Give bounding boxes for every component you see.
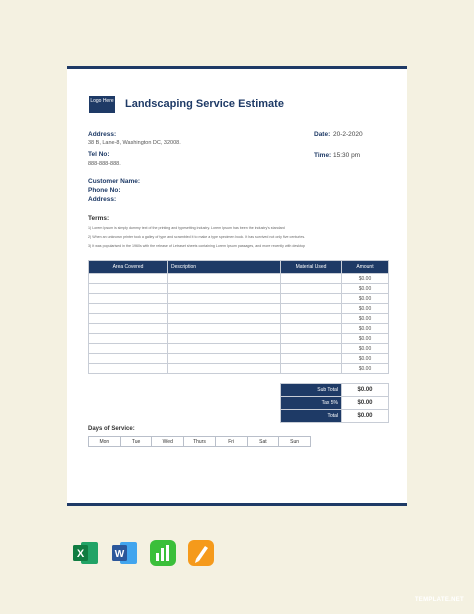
table-cell[interactable]	[281, 284, 342, 294]
table-cell[interactable]	[89, 294, 168, 304]
days-row	[89, 437, 311, 447]
estimate-sheet	[67, 66, 407, 506]
amount-cell[interactable]: $0.00	[342, 284, 389, 294]
pages-icon[interactable]	[187, 539, 215, 567]
table-cell[interactable]	[168, 354, 281, 364]
amount-cell[interactable]: $0.00	[342, 274, 389, 284]
table-row	[89, 304, 389, 314]
table-cell[interactable]	[89, 344, 168, 354]
column-header: Description	[168, 261, 281, 274]
amount-cell[interactable]: $0.00	[342, 334, 389, 344]
items-table	[88, 260, 389, 374]
amount-cell[interactable]: $0.00	[342, 294, 389, 304]
phone-label: Phone No:	[88, 187, 121, 194]
table-cell[interactable]	[168, 284, 281, 294]
table-cell[interactable]	[281, 294, 342, 304]
address-value: 38 B, Lane-8, Washington DC, 32008.	[88, 140, 181, 146]
table-row	[89, 324, 389, 334]
table-row	[89, 314, 389, 324]
time-label: Time:	[314, 152, 332, 159]
table-cell[interactable]	[281, 364, 342, 374]
word-icon[interactable]	[111, 539, 139, 567]
table-cell[interactable]	[168, 274, 281, 284]
time-value: 15:30 pm	[333, 152, 361, 159]
table-cell[interactable]	[89, 274, 168, 284]
column-header: Material Used	[281, 261, 342, 274]
tel-value: 888-888-888.	[88, 161, 121, 167]
tax-row	[281, 397, 389, 410]
subtotal-row	[281, 384, 389, 397]
days-of-service-label: Days of Service:	[88, 426, 135, 432]
table-cell[interactable]	[89, 364, 168, 374]
table-cell[interactable]	[281, 314, 342, 324]
table-cell[interactable]	[168, 314, 281, 324]
amount-cell[interactable]: $0.00	[342, 364, 389, 374]
amount-cell[interactable]: $0.00	[342, 324, 389, 334]
column-header: Amount	[342, 261, 389, 274]
day-cell-fri[interactable]: Fri	[215, 437, 247, 447]
day-cell-mon[interactable]: Mon	[89, 437, 121, 447]
table-cell[interactable]	[168, 334, 281, 344]
day-cell-sat[interactable]: Sat	[247, 437, 279, 447]
total-row	[281, 410, 389, 423]
date-label: Date:	[314, 131, 331, 138]
table-row	[89, 274, 389, 284]
table-cell[interactable]	[281, 344, 342, 354]
days-table	[88, 436, 311, 447]
table-cell[interactable]	[168, 304, 281, 314]
total-label: Total	[281, 410, 342, 423]
day-cell-sun[interactable]: Sun	[279, 437, 311, 447]
terms-label: Terms:	[88, 215, 110, 222]
total-value[interactable]: $0.00	[342, 410, 389, 423]
day-cell-tue[interactable]: Tue	[120, 437, 152, 447]
table-cell[interactable]	[281, 274, 342, 284]
table-header-row	[89, 261, 389, 274]
table-cell[interactable]	[89, 334, 168, 344]
table-cell[interactable]	[89, 284, 168, 294]
subtotal-value[interactable]: $0.00	[342, 384, 389, 397]
table-cell[interactable]	[168, 324, 281, 334]
table-row	[89, 354, 389, 364]
table-cell[interactable]	[168, 294, 281, 304]
table-row	[89, 284, 389, 294]
subtotal-label: Sub Total	[281, 384, 342, 397]
terms-line: 3) It was popularised in the 1960s with the release of Letraset sheets containing Lorem Ipsum passages, and more recently with desktop	[88, 244, 305, 248]
excel-letter: X	[76, 548, 85, 560]
table-row	[89, 334, 389, 344]
table-cell[interactable]	[89, 314, 168, 324]
tel-label: Tel No:	[88, 151, 110, 158]
amount-cell[interactable]: $0.00	[342, 314, 389, 324]
word-letter: W	[114, 549, 125, 560]
date-value: 20-2-2020	[333, 131, 363, 138]
customer-name-label: Customer Name:	[88, 178, 141, 185]
watermark: TEMPLATE.NET	[414, 597, 464, 603]
totals-table	[280, 383, 389, 423]
table-cell[interactable]	[281, 334, 342, 344]
table-cell[interactable]	[168, 344, 281, 354]
table-cell[interactable]	[281, 354, 342, 364]
table-cell[interactable]	[168, 364, 281, 374]
day-cell-wed[interactable]: Wed	[152, 437, 184, 447]
table-cell[interactable]	[89, 304, 168, 314]
terms-line: 1) Lorem Ipsum is simply dummy text of the printing and typesetting industry. Lorem Ipsum has been the industry's standard	[88, 226, 285, 230]
day-cell-thurs[interactable]: Thurs	[184, 437, 216, 447]
table-row	[89, 294, 389, 304]
table-cell[interactable]	[89, 354, 168, 364]
numbers-icon[interactable]	[149, 539, 177, 567]
tax-label: Tax 5%	[281, 397, 342, 410]
column-header: Area Covered	[89, 261, 168, 274]
terms-line: 2) When an unknown printer took a galley of type and scrambled it to make a type specimen book. It has survived not only five centuries.	[88, 235, 306, 239]
amount-cell[interactable]: $0.00	[342, 344, 389, 354]
table-cell[interactable]	[281, 324, 342, 334]
table-cell[interactable]	[89, 324, 168, 334]
customer-address-label: Address:	[88, 196, 117, 203]
address-label: Address:	[88, 131, 117, 138]
table-cell[interactable]	[281, 304, 342, 314]
tax-value[interactable]: $0.00	[342, 397, 389, 410]
amount-cell[interactable]: $0.00	[342, 354, 389, 364]
logo-placeholder: Logo Here	[89, 96, 115, 113]
amount-cell[interactable]: $0.00	[342, 304, 389, 314]
excel-icon[interactable]	[72, 539, 100, 567]
table-row	[89, 364, 389, 374]
table-row	[89, 344, 389, 354]
document-title: Landscaping Service Estimate	[125, 98, 284, 110]
